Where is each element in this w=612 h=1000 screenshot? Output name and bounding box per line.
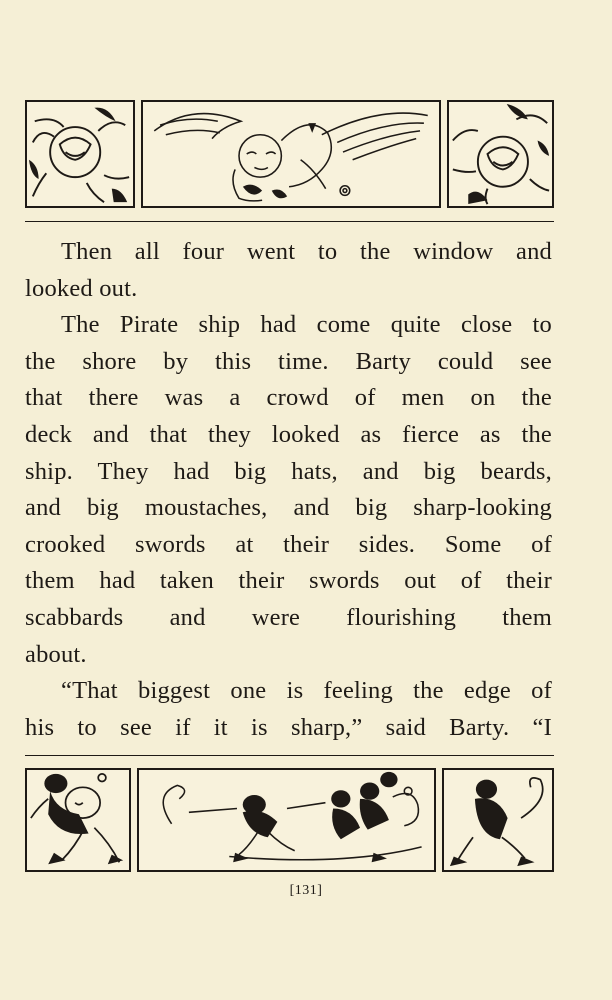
text-line: about.: [25, 640, 87, 668]
text-line: that there was a crowd of men on the: [25, 384, 552, 412]
monkey-illustration: [444, 770, 552, 870]
text-line: looked out.: [25, 274, 138, 302]
footer-rule: [25, 755, 554, 756]
text-line: deck and that they looked as fierce as the: [25, 420, 552, 448]
header-rule: [25, 221, 554, 222]
angel-eagle-illustration: [143, 102, 439, 206]
text-line: the shore by this time. Barty could see: [25, 347, 552, 375]
text-line: scabbards and were flourishing them: [25, 603, 552, 631]
footer-illustration: [25, 768, 554, 872]
page-number: [131]: [289, 883, 323, 898]
rose-illustration: [449, 102, 552, 206]
monkey-panel-right: [442, 768, 554, 872]
monkey-illustration: [27, 770, 129, 870]
text-line: ship. They had big hats, and big beards,: [25, 457, 552, 485]
text-line: “That biggest one is feeling the edge of: [61, 677, 552, 705]
text-line: crooked swords at their sides. Some of: [25, 530, 552, 558]
text-line: them had taken their swords out of their: [25, 567, 552, 595]
rose-panel-left: [25, 100, 135, 208]
text-line: Then all four went to the window and: [61, 238, 552, 265]
text-line: his to see if it is sharp,” said Barty. “I: [25, 713, 552, 741]
text-line: and big moustaches, and big sharp-looking: [25, 494, 552, 522]
angel-eagle-panel: [141, 100, 441, 208]
monkey-panel-left: [25, 768, 131, 872]
rose-illustration: [27, 102, 133, 206]
monkeys-chase-panel: [137, 768, 436, 872]
text-line: The Pirate ship had come quite close to: [61, 311, 552, 339]
monkeys-chase-illustration: [139, 770, 434, 870]
rose-panel-right: [447, 100, 554, 208]
header-illustration: [25, 100, 554, 208]
body-text: [25, 234, 552, 746]
